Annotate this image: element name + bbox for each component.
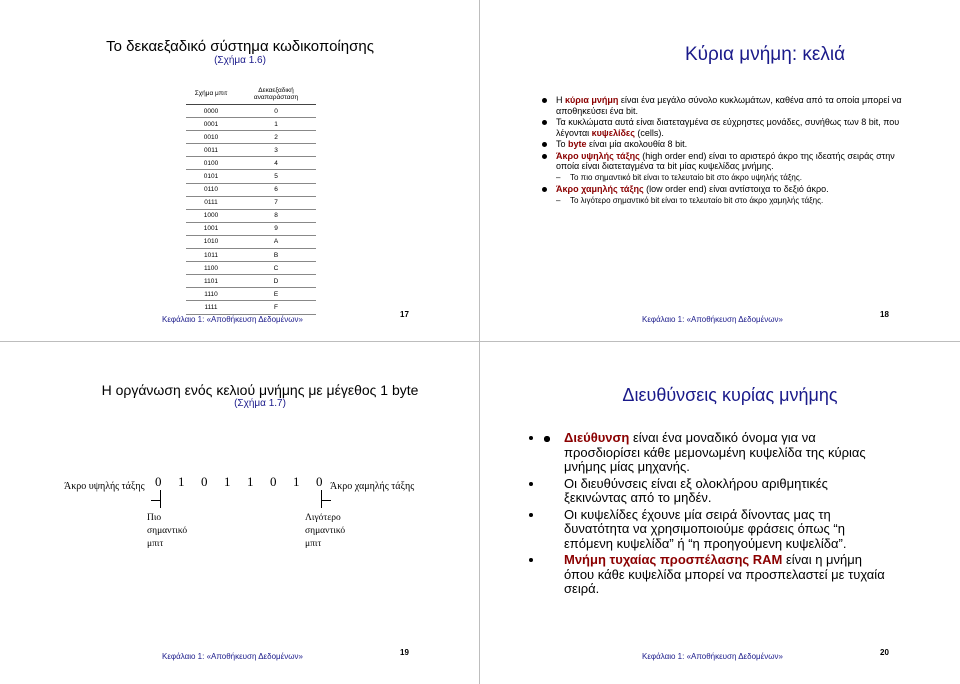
bit-cell: 1 <box>178 474 185 489</box>
msb-label: Πιο σημαντικό μπιτ <box>147 513 188 549</box>
table-row <box>186 118 316 131</box>
table-row <box>186 105 316 118</box>
binary-cell: 1111 <box>186 301 236 314</box>
hex-cell: E <box>236 288 316 301</box>
bit-cell: 0 <box>155 474 162 489</box>
hex-cell: A <box>236 235 316 248</box>
binary-cell: 0001 <box>186 118 236 131</box>
bit-cell: 0 <box>316 474 323 489</box>
hex-cell: B <box>236 249 316 262</box>
binary-cell: 0111 <box>186 196 236 209</box>
hex-table <box>186 83 316 315</box>
table-row <box>186 131 316 144</box>
bullet-main-memory: Η κύρια μνήμη είναι ένα μεγάλο σύνολο κυκλωμάτων, καθένα από τα οποία μπορεί να αποθηκεύσει ένα bit. <box>542 95 904 116</box>
table-row <box>186 183 316 196</box>
hex-cell: 7 <box>236 196 316 209</box>
col-hex-header: Δεκαεξαδική αναπαράσταση <box>236 83 316 105</box>
binary-cell: 0000 <box>186 105 236 118</box>
slide-20-title: Διευθύνσεις κυρίας μνήμης <box>622 385 838 405</box>
slide-20 <box>480 342 960 684</box>
bullet-cells: Τα κυκλώματα αυτά είναι διατεταγμένα σε εύχρηστες μονάδες, συνήθως των 8 bit, που λέγονται κυψελίδες (cells). <box>542 117 904 138</box>
hex-cell: 0 <box>236 105 316 118</box>
msb-pointer-tick <box>151 500 161 501</box>
bullet-order: • Οι κυψελίδες έχουνε μία σειρά δίνοντας μας τη δυνατότητα να χρησιμοποιούμε φράσεις όπως “η επόμενη κυψελίδα” ή “η προηγούμενη κυψελίδα”. <box>544 508 889 552</box>
binary-cell: 0010 <box>186 131 236 144</box>
hex-cell: 4 <box>236 157 316 170</box>
binary-cell: 0110 <box>186 183 236 196</box>
slide-18-page-number: 18 <box>880 310 889 319</box>
bullet-low-order-end: Άκρο χαμηλής τάξης (low order end) είναι αντίστοιχα το δεξιό άκρο. <box>542 184 904 195</box>
slide-19-title <box>90 382 430 410</box>
lsb-label: Λιγότερο σημαντικό μπιτ <box>305 513 346 549</box>
hex-cell: 6 <box>236 183 316 196</box>
binary-cell: 1001 <box>186 222 236 235</box>
slide-20-page-number: 20 <box>880 648 889 657</box>
bit-cell: 0 <box>201 474 208 489</box>
binary-cell: 1110 <box>186 288 236 301</box>
binary-cell: 0011 <box>186 144 236 157</box>
slide-20-bullets <box>544 431 889 599</box>
slide-18-bullets <box>542 95 904 207</box>
bullet-byte: Το byte είναι μία ακολουθία 8 bit. <box>542 139 904 150</box>
table-row <box>186 170 316 183</box>
low-order-end-label: Άκρο χαμηλής τάξης <box>330 481 415 492</box>
hex-cell: F <box>236 301 316 314</box>
msb-pointer-line <box>160 490 161 508</box>
slide-19-title-text: Η οργάνωση ενός κελιού μνήμης με μέγεθος 1 byte <box>101 382 419 398</box>
binary-cell: 1101 <box>186 275 236 288</box>
hex-table-header <box>186 83 316 105</box>
table-row <box>186 262 316 275</box>
table-row <box>186 275 316 288</box>
slide-19 <box>0 342 480 684</box>
bit-cell: 1 <box>224 474 231 489</box>
table-row <box>186 196 316 209</box>
binary-cell: 0101 <box>186 170 236 183</box>
table-row <box>186 288 316 301</box>
bit-cell: 0 <box>270 474 277 489</box>
bullet-ram: • Μνήμη τυχαίας προσπέλασης RAM είναι η μνήμη όπου κάθε κυψελίδα μπορεί να προσπελαστεί με τυχαία σειρά. <box>544 553 889 597</box>
slide-18 <box>480 0 960 342</box>
slide-19-page-number: 19 <box>400 648 409 657</box>
slide-17-figure-ref: (Σχήμα 1.6) <box>214 55 266 67</box>
hex-cell: C <box>236 262 316 275</box>
bullet-address: • Διεύθυνση είναι ένα μοναδικό όνομα για να προσδιορίσει κάθε μεμονωμένη κυψελίδα της κύριας μνήμης μίας μηχανής. <box>544 431 889 475</box>
table-row <box>186 235 316 248</box>
high-order-end-label: Άκρο υψηλής τάξης <box>64 481 145 492</box>
sub-bullet-msb: – Το πιο σημαντικό bit είναι το τελευταίο bit στο άκρο υψηλής τάξης. <box>556 172 802 182</box>
hex-cell: 9 <box>236 222 316 235</box>
bullet-numeric: • Οι διευθύνσεις είναι εξ ολοκλήρου αριθμητικές ξεκινώντας από το μηδέν. <box>544 477 889 506</box>
hex-cell: 3 <box>236 144 316 157</box>
hex-cell: 5 <box>236 170 316 183</box>
slide-19-footer: Κεφάλαιο 1: «Αποθήκευση Δεδομένων» <box>162 652 303 661</box>
slide-17-page-number: 17 <box>400 310 409 319</box>
lsb-pointer-tick <box>321 500 331 501</box>
table-row <box>186 249 316 262</box>
slide-20-footer: Κεφάλαιο 1: «Αποθήκευση Δεδομένων» <box>642 652 783 661</box>
hex-cell: D <box>236 275 316 288</box>
table-row <box>186 301 316 314</box>
lsb-pointer-line <box>321 490 322 508</box>
binary-cell: 1011 <box>186 249 236 262</box>
bullet-high-order-end: Άκρο υψηλής τάξης (high order end) είναι το αριστερό άκρο της ιδεατής σειράς στην οποία είναι διατεταγμένα τα bit μίας κυψελίδας μνήμης. <box>542 151 904 172</box>
slide-19-figure-ref: (Σχήμα 1.7) <box>234 398 286 410</box>
table-row <box>186 209 316 222</box>
bit-cell: 1 <box>293 474 300 489</box>
hex-cell: 2 <box>236 131 316 144</box>
binary-cell: 1100 <box>186 262 236 275</box>
col-binary-header: Σχήμα μπιτ <box>186 83 236 105</box>
slide-17 <box>0 0 480 342</box>
table-row <box>186 157 316 170</box>
table-row <box>186 222 316 235</box>
binary-cell: 0100 <box>186 157 236 170</box>
bit-cell: 1 <box>247 474 254 489</box>
slide-18-footer: Κεφάλαιο 1: «Αποθήκευση Δεδομένων» <box>642 315 783 324</box>
table-row <box>186 144 316 157</box>
slide-18-title: Κύρια μνήμη: κελιά <box>684 44 846 65</box>
slide-17-footer: Κεφάλαιο 1: «Αποθήκευση Δεδομένων» <box>162 315 303 324</box>
slide-17-title-text: Το δεκαεξαδικό σύστημα κωδικοποίησης <box>106 38 374 55</box>
hex-cell: 1 <box>236 118 316 131</box>
sub-bullet-lsb: – Το λιγότερο σημαντικό bit είναι το τελευταίο bit στο άκρο χαμηλής τάξης. <box>556 195 824 205</box>
binary-cell: 1010 <box>186 235 236 248</box>
hex-cell: 8 <box>236 209 316 222</box>
binary-cell: 1000 <box>186 209 236 222</box>
slide-17-title <box>90 38 390 67</box>
